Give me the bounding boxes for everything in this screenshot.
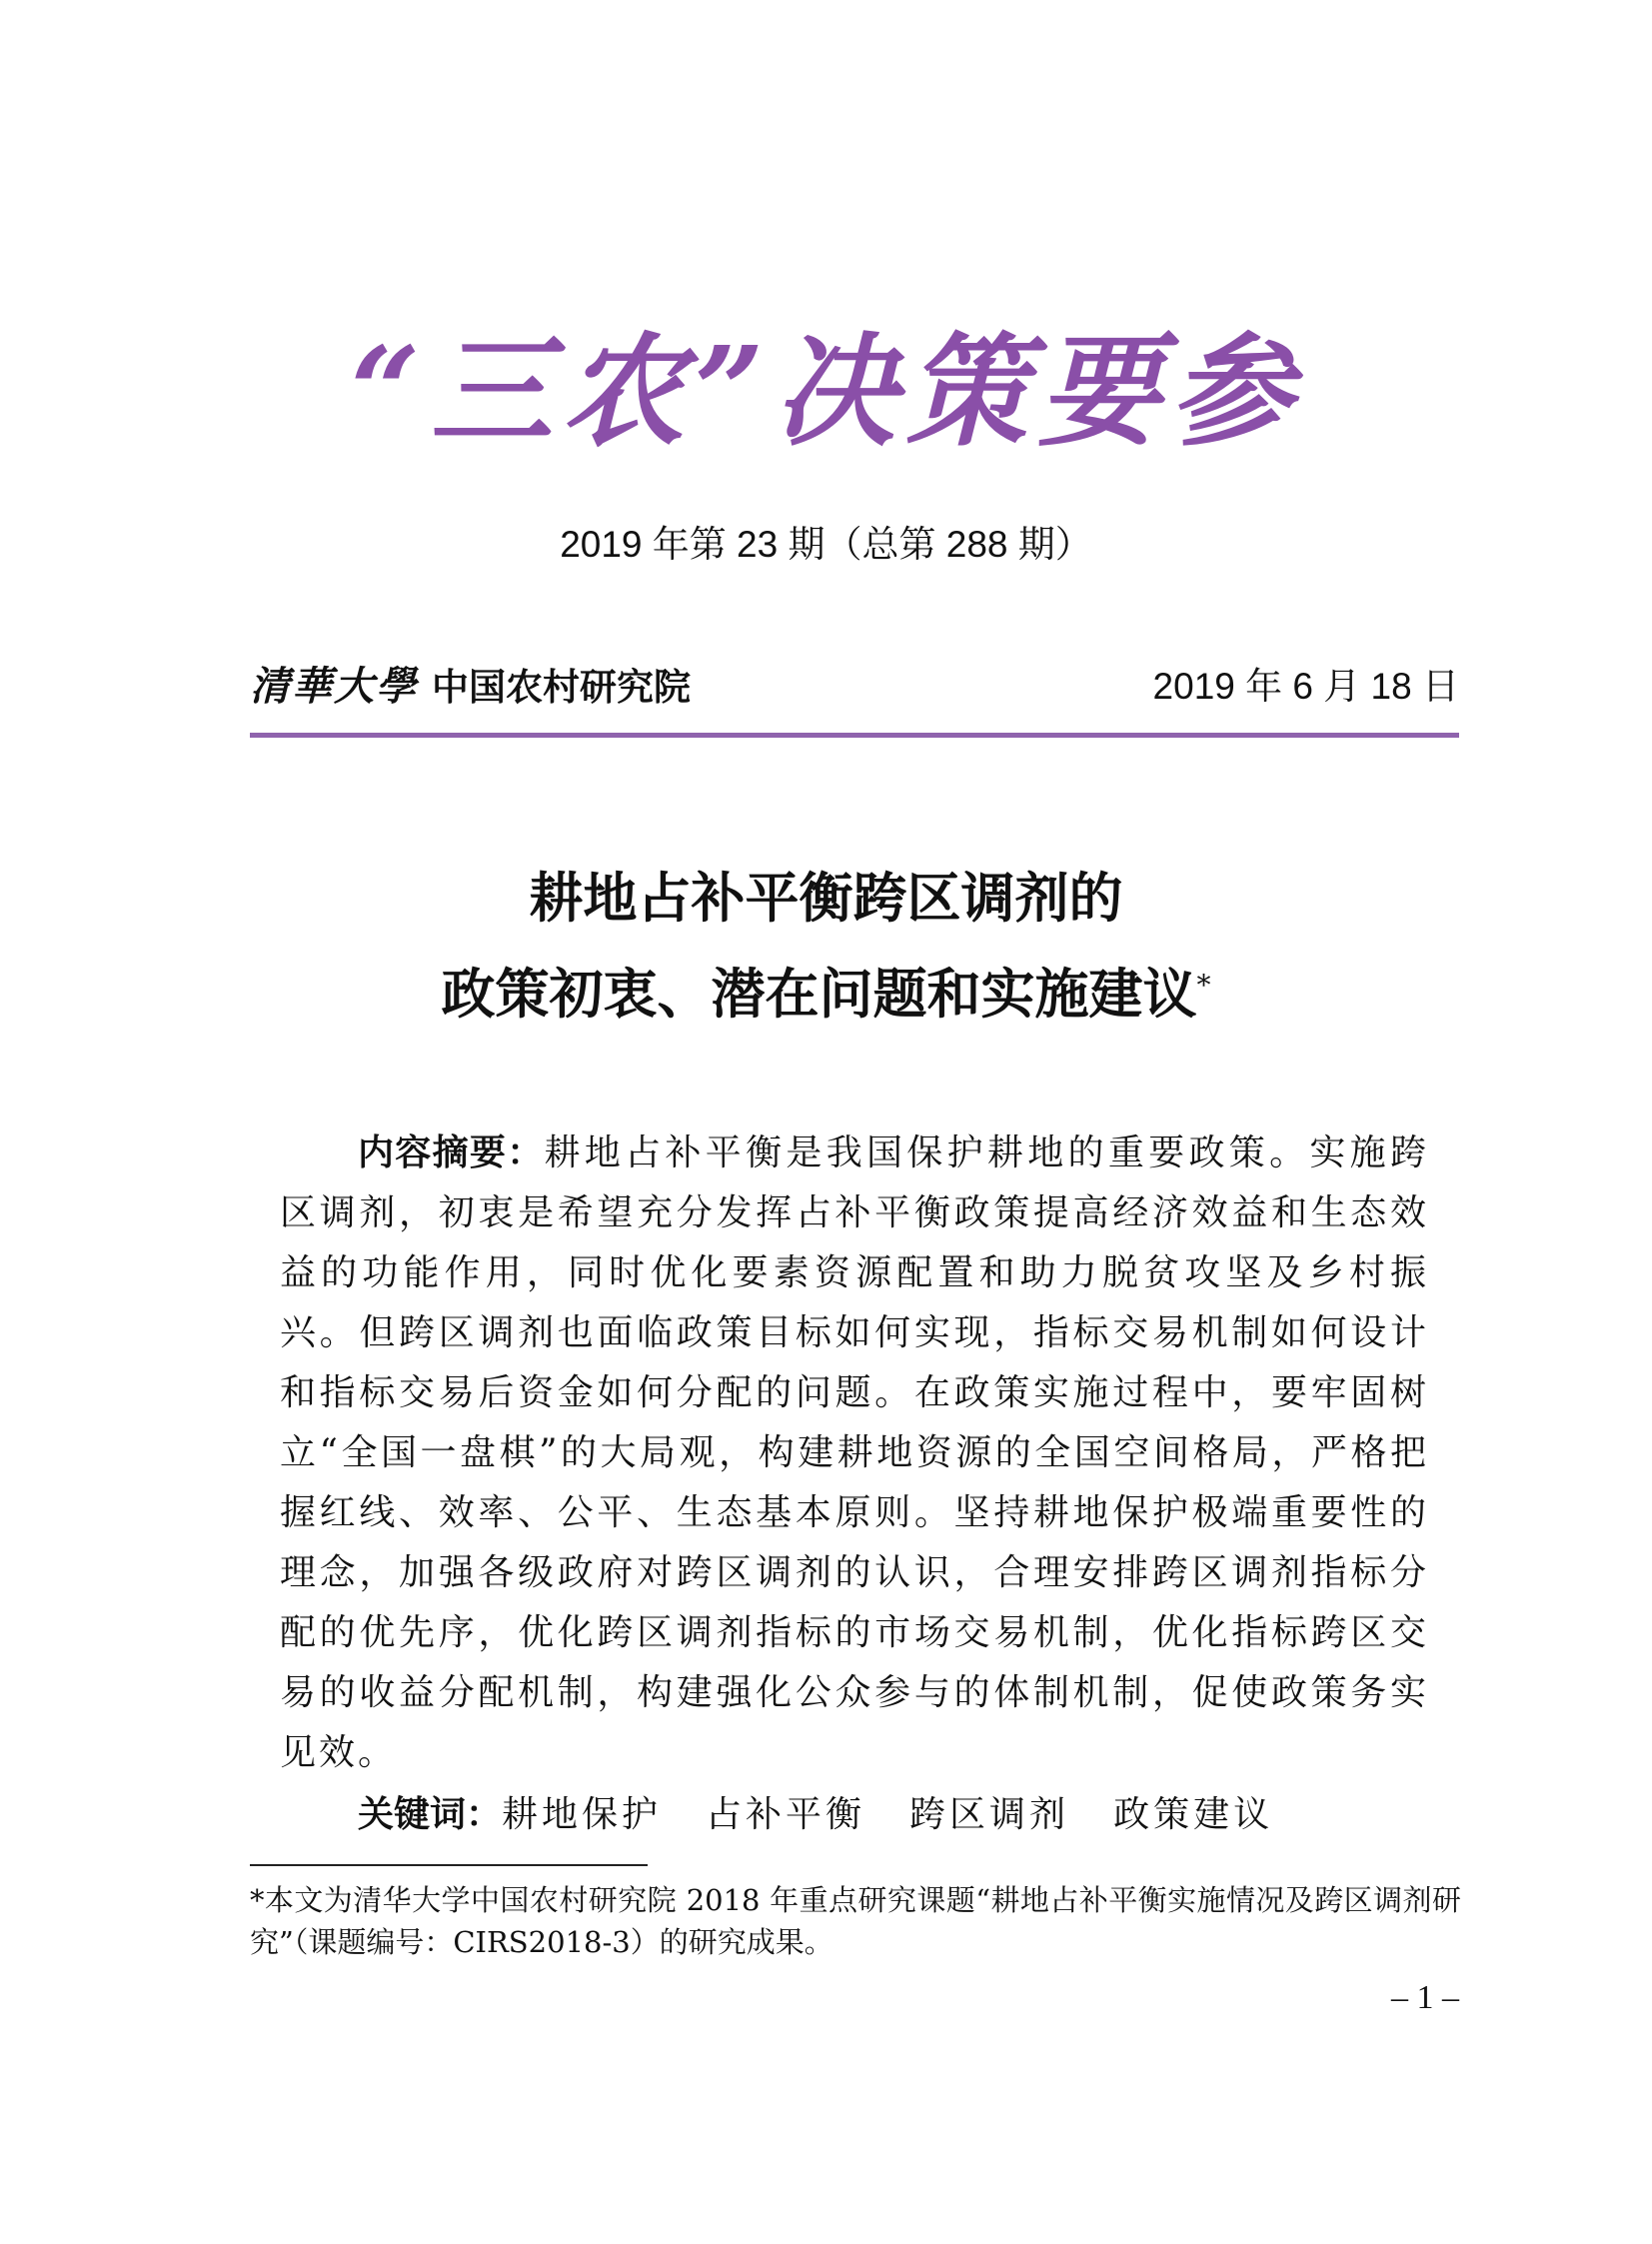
keyword-item: 耕地保护	[502, 1794, 663, 1835]
header-divider	[250, 733, 1459, 738]
issue-number: 2019 年第 23 期（总第 288 期）	[560, 524, 1092, 565]
abstract	[280, 1123, 1429, 1783]
university-logo-text: 清華大學	[250, 663, 418, 710]
keywords	[358, 1785, 1317, 1845]
page-number: – 1 –	[1391, 1979, 1459, 2016]
footnote-marker: *	[1196, 969, 1211, 1002]
article-title	[0, 850, 1652, 1042]
keyword-item: 跨区调剂	[909, 1794, 1070, 1835]
title-line-2	[0, 946, 1652, 1042]
keyword-item: 占补平衡	[706, 1794, 866, 1835]
publication-date: 2019 年 6 月 18 日	[1152, 666, 1459, 707]
publication-header	[250, 662, 1459, 712]
institute-name: 中国农村研究院	[432, 666, 691, 709]
footnote-divider	[250, 1864, 648, 1866]
masthead-title: “三农”决策要参	[350, 319, 1302, 463]
abstract-label: 内容摘要：	[358, 1132, 545, 1173]
title-line-2-text: 政策初衷、潜在问题和实施建议	[441, 962, 1197, 1026]
footnote: *本文为清华大学中国农村研究院 2018 年重点研究课题“耕地占补平衡实施情况及跨区调剂研究”（课题编号：CIRS2018-3）的研究成果。	[250, 1883, 1461, 1959]
keyword-item: 政策建议	[1113, 1794, 1274, 1835]
publisher	[250, 662, 691, 713]
title-line-1: 耕地占补平衡跨区调剂的	[529, 866, 1123, 930]
keywords-label: 关键词：	[358, 1794, 503, 1835]
abstract-text: 耕地占补平衡是我国保护耕地的重要政策。实施跨区调剂，初衷是希望充分发挥占补平衡政策提高经济效益和生态效益的功能作用，同时优化要素资源配置和助力脱贫攻坚及乡村振兴。但跨区调剂也面临政策目标如何实现，指标交易机制如何设计和指标交易后资金如何分配的问题。在政策实施过程中，要牢固树立“全国一盘棋”的大局观，构建耕地资源的全国空间格局，严格把握红线、效率、公平、生态基本原则。坚持耕地保护极端重要性的理念，加强各级政府对跨区调剂的认识，合理安排跨区调剂指标分配的优先序，优化跨区调剂指标的市场交易机制，优化指标跨区交易的收益分配机制，构建强化公众参与的体制机制，促使政策务实见效。	[280, 1132, 1429, 1773]
